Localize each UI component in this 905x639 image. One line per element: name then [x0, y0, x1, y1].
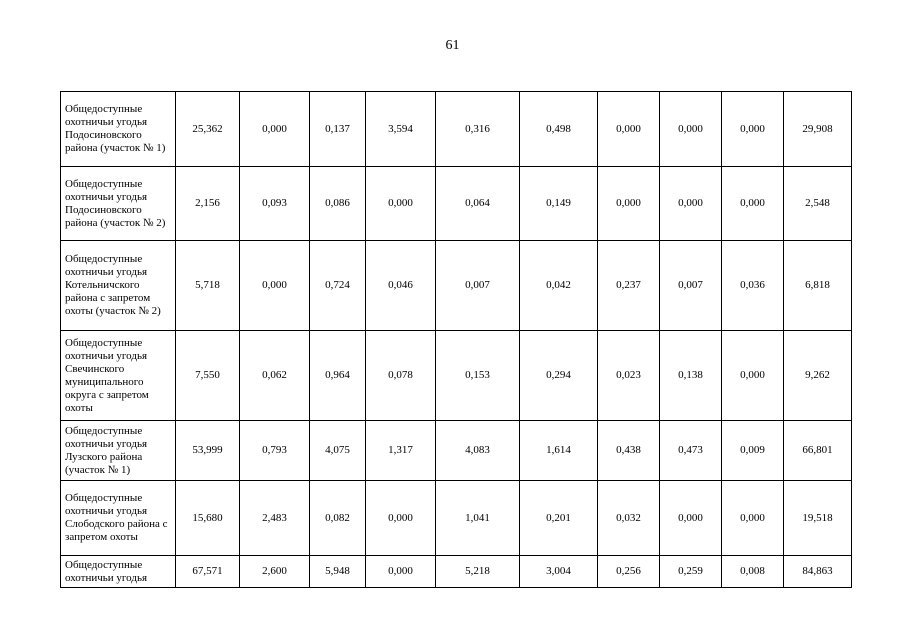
value-cell: 7,550 [176, 331, 240, 421]
value-cell: 0,000 [366, 556, 436, 588]
value-cell: 0,294 [520, 331, 598, 421]
table-row [61, 556, 852, 588]
value-cell: 0,000 [240, 241, 310, 331]
value-cell: 0,023 [598, 331, 660, 421]
value-cell: 1,614 [520, 421, 598, 481]
value-cell: 1,041 [436, 481, 520, 556]
value-cell: 0,000 [240, 92, 310, 167]
value-cell: 0,256 [598, 556, 660, 588]
table-row [61, 92, 852, 167]
value-cell: 0,008 [722, 556, 784, 588]
value-cell: 0,000 [366, 167, 436, 241]
value-cell: 4,083 [436, 421, 520, 481]
value-cell: 4,075 [310, 421, 366, 481]
value-cell: 0,237 [598, 241, 660, 331]
table-row [61, 167, 852, 241]
value-cell: 0,009 [722, 421, 784, 481]
row-name-cell: Общедоступные охотничьи угодья Свечинского муниципального округа с запретом охоты [61, 331, 176, 421]
value-cell: 0,046 [366, 241, 436, 331]
value-cell: 0,000 [722, 481, 784, 556]
value-cell: 0,316 [436, 92, 520, 167]
value-cell: 5,718 [176, 241, 240, 331]
value-cell: 0,007 [436, 241, 520, 331]
value-cell: 3,004 [520, 556, 598, 588]
value-cell: 0,000 [598, 167, 660, 241]
value-cell: 0,138 [660, 331, 722, 421]
table-row [61, 331, 852, 421]
value-cell: 15,680 [176, 481, 240, 556]
value-cell: 0,000 [660, 92, 722, 167]
value-cell: 53,999 [176, 421, 240, 481]
total-cell: 9,262 [784, 331, 852, 421]
value-cell: 0,793 [240, 421, 310, 481]
value-cell: 0,137 [310, 92, 366, 167]
value-cell: 0,064 [436, 167, 520, 241]
value-cell: 2,600 [240, 556, 310, 588]
value-cell: 0,964 [310, 331, 366, 421]
value-cell: 0,086 [310, 167, 366, 241]
value-cell: 0,093 [240, 167, 310, 241]
value-cell: 0,153 [436, 331, 520, 421]
total-cell: 29,908 [784, 92, 852, 167]
value-cell: 0,062 [240, 331, 310, 421]
value-cell: 25,362 [176, 92, 240, 167]
value-cell: 67,571 [176, 556, 240, 588]
value-cell: 0,498 [520, 92, 598, 167]
value-cell: 0,000 [660, 481, 722, 556]
table-row [61, 421, 852, 481]
page-number: 61 [445, 38, 460, 53]
value-cell: 3,594 [366, 92, 436, 167]
value-cell: 0,042 [520, 241, 598, 331]
value-cell: 0,078 [366, 331, 436, 421]
total-cell: 19,518 [784, 481, 852, 556]
value-cell: 0,473 [660, 421, 722, 481]
total-cell: 2,548 [784, 167, 852, 241]
table-row [61, 241, 852, 331]
value-cell: 0,036 [722, 241, 784, 331]
value-cell: 0,007 [660, 241, 722, 331]
value-cell: 2,483 [240, 481, 310, 556]
value-cell: 1,317 [366, 421, 436, 481]
value-cell: 0,082 [310, 481, 366, 556]
value-cell: 0,000 [598, 92, 660, 167]
value-cell: 0,724 [310, 241, 366, 331]
value-cell: 0,000 [660, 167, 722, 241]
table-row [61, 481, 852, 556]
value-cell: 5,218 [436, 556, 520, 588]
total-cell: 6,818 [784, 241, 852, 331]
value-cell: 0,201 [520, 481, 598, 556]
total-cell: 84,863 [784, 556, 852, 588]
value-cell: 0,149 [520, 167, 598, 241]
row-name-cell: Общедоступные охотничьи угодья Слободского района с запретом охоты [61, 481, 176, 556]
row-name-cell: Общедоступные охотничьи угодья Лузского района (участок № 1) [61, 421, 176, 481]
value-cell: 0,000 [722, 167, 784, 241]
value-cell: 0,000 [722, 92, 784, 167]
total-cell: 66,801 [784, 421, 852, 481]
row-name-cell: Общедоступные охотничьи угодья Подосиновского района (участок № 2) [61, 167, 176, 241]
value-cell: 5,948 [310, 556, 366, 588]
row-name-cell: Общедоступные охотничьи угодья Котельничского района с запретом охоты (участок № 2) [61, 241, 176, 331]
row-name-cell: Общедоступные охотничьи угодья Подосиновского района (участок № 1) [61, 92, 176, 167]
row-name-cell: Общедоступные охотничьи угодья [61, 556, 176, 588]
value-cell: 0,000 [366, 481, 436, 556]
value-cell: 2,156 [176, 167, 240, 241]
value-cell: 0,259 [660, 556, 722, 588]
value-cell: 0,438 [598, 421, 660, 481]
value-cell: 0,032 [598, 481, 660, 556]
value-cell: 0,000 [722, 331, 784, 421]
data-table [60, 91, 852, 588]
